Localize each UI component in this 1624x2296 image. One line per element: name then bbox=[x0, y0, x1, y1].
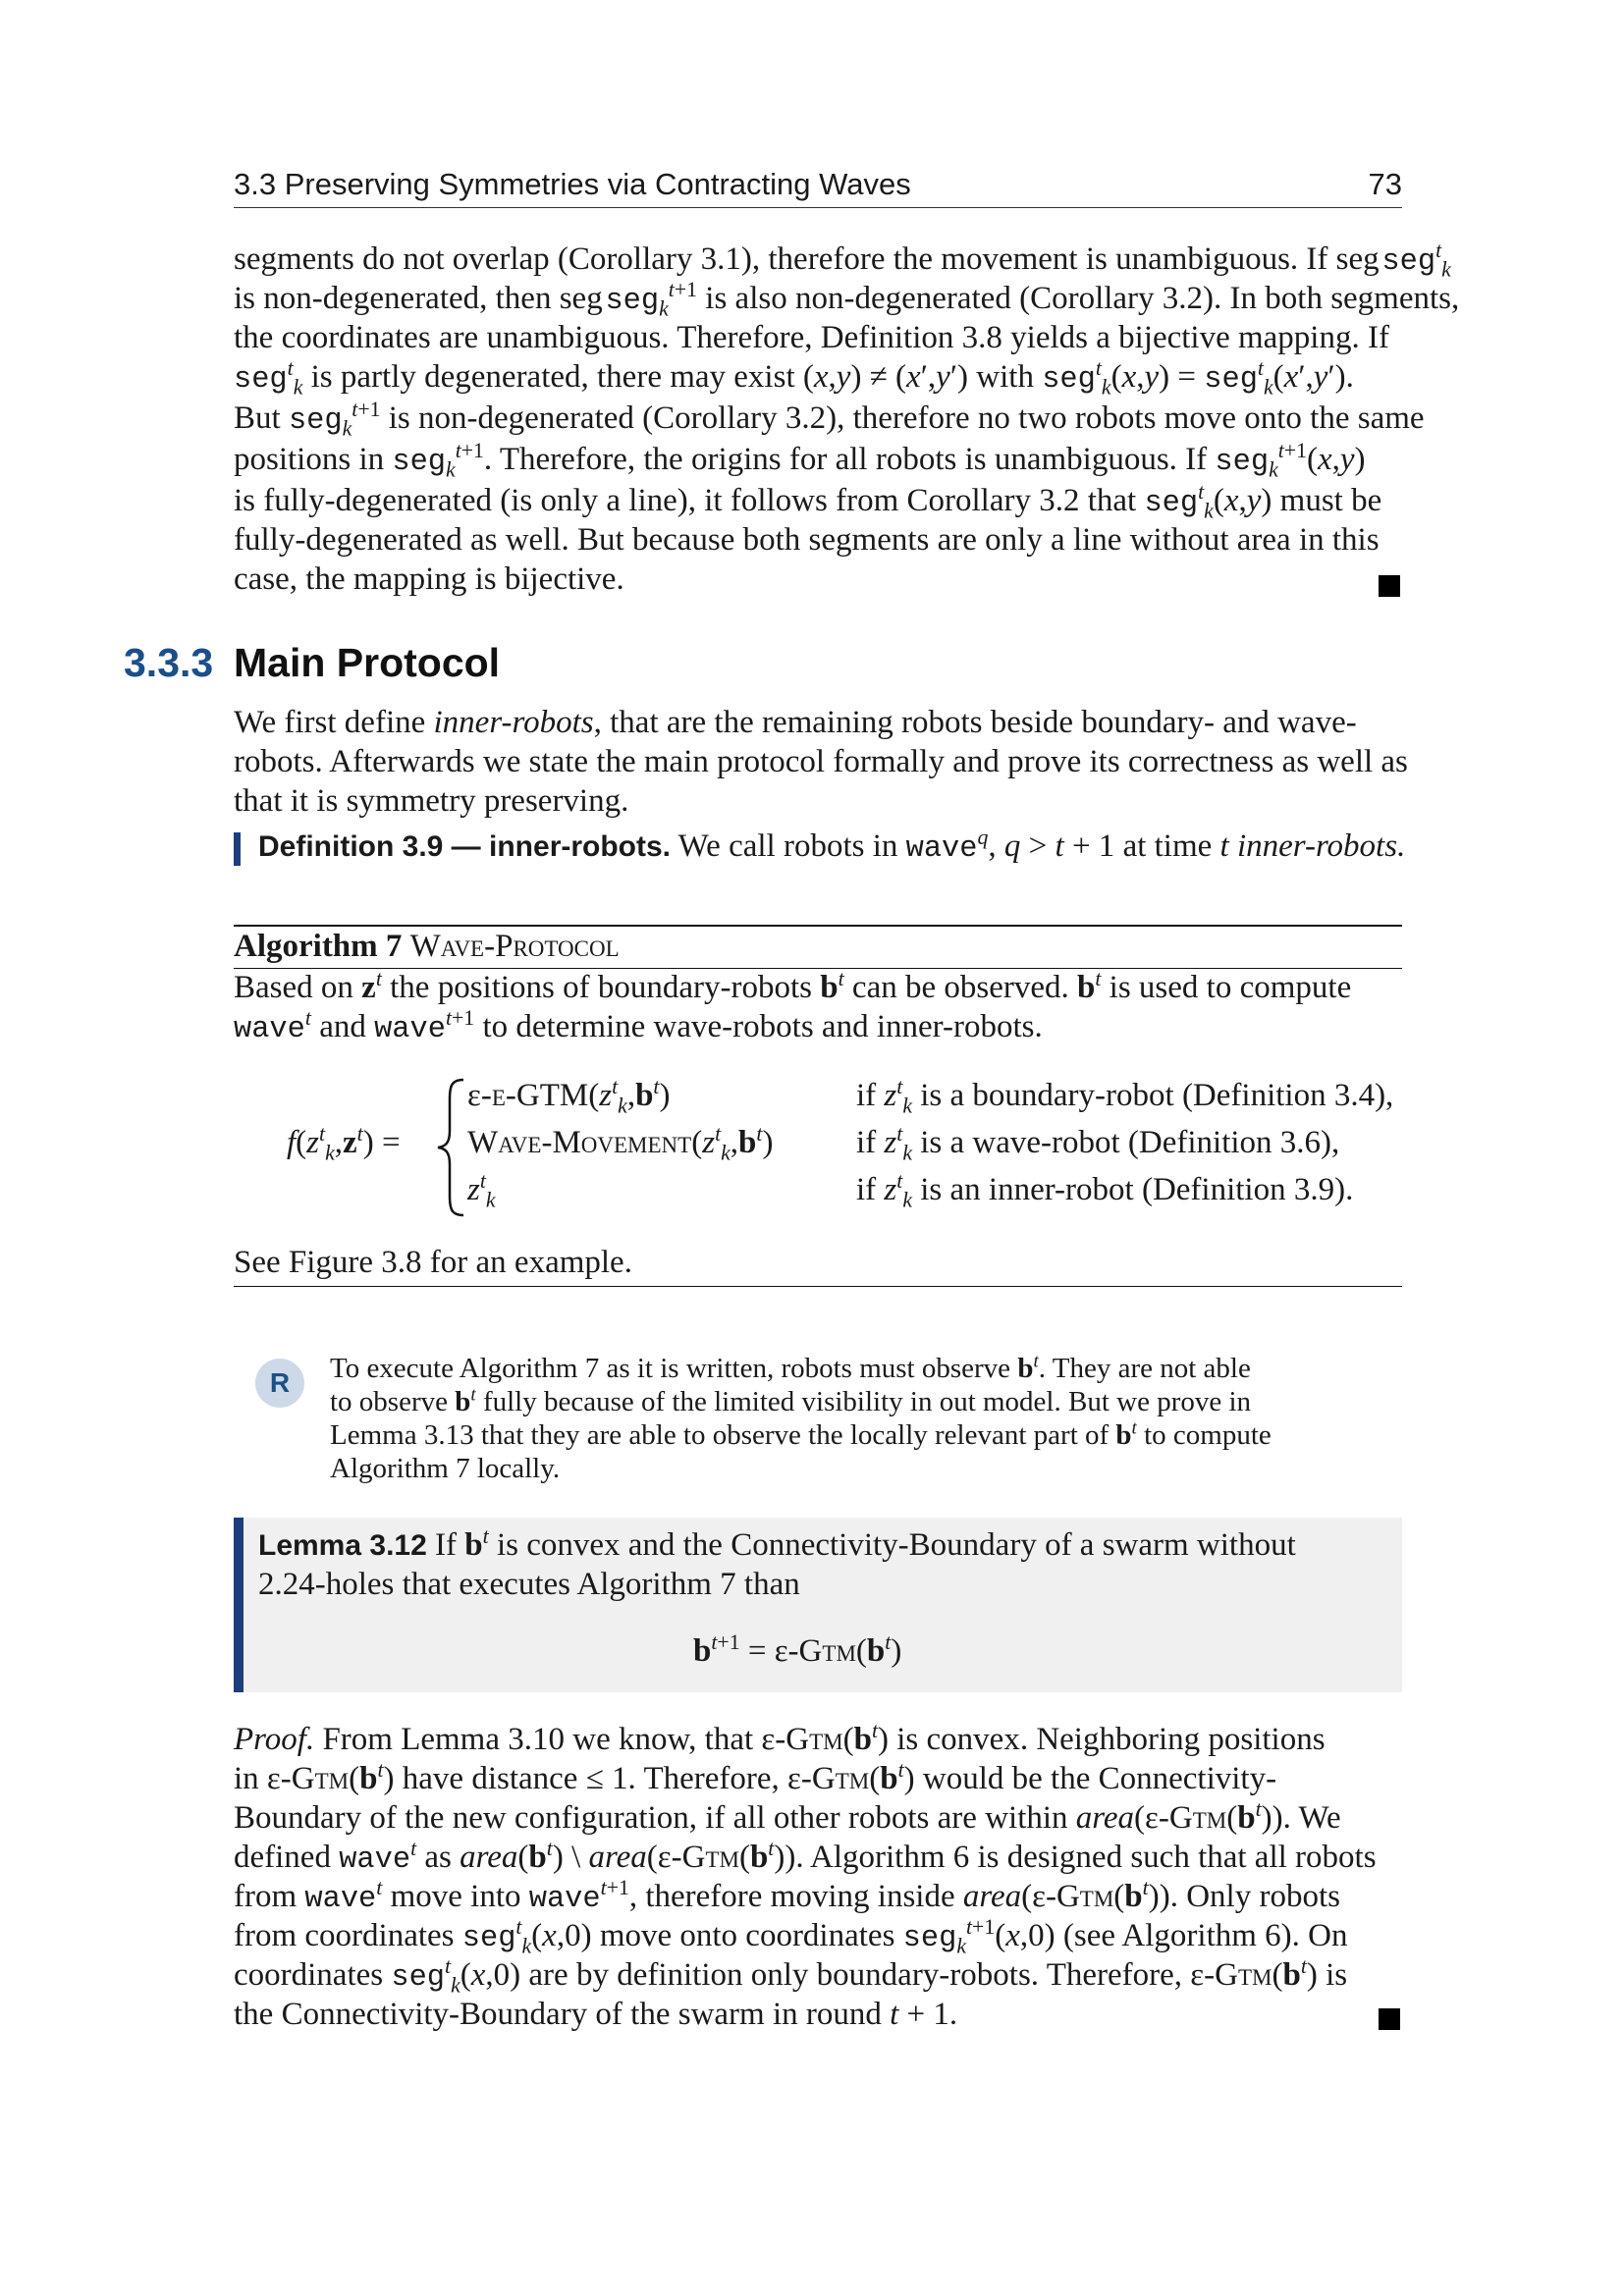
proof-label: Proof. bbox=[234, 1722, 315, 1757]
header-rule bbox=[234, 207, 1402, 208]
lemma-label: Lemma 3.12 bbox=[258, 1529, 427, 1562]
proof-line: Proof. From Lemma 3.10 we know, that $\varepsilon-Gtm(b^t)$ is convex. Neighboring positions bbox=[234, 1719, 1326, 1757]
remark-badge: R bbox=[255, 1359, 304, 1408]
section-title: Main Protocol bbox=[234, 640, 501, 685]
running-header-title: 3.3 Preserving Symmetries via Contracting Waves bbox=[234, 167, 911, 201]
case-expr-3: $z^t_k$ bbox=[467, 1169, 496, 1212]
paragraph-line: segments do not overlap (Corollary 3.1), therefore the movement is unambiguous. If seg seg$^t_k$ bbox=[234, 239, 1451, 282]
remark-line: Algorithm 7 locally. bbox=[330, 1453, 561, 1484]
case-cond-1: if $z^t_k$ is a boundary-robot (Definition 3.4), bbox=[856, 1075, 1394, 1118]
paragraph-line: But seg$_k^{t+1}$ is non-degenerated (Corollary 3.2), therefore no two robots move onto the same bbox=[234, 398, 1425, 441]
paragraph-line: is fully-degenerated (is only a line), it follows from Corollary 3.2 that seg$^t_k$(x,y) must be bbox=[234, 480, 1382, 523]
qed-symbol bbox=[1379, 2008, 1400, 2030]
algorithm-mid-rule bbox=[234, 968, 1402, 969]
definition-3-9: Definition 3.9 — inner-robots. We call robots in wave$^q$, q > t + 1 at time t inner-robots. bbox=[258, 826, 1406, 866]
proof-line: from wave$^t$ move into wave$^{t+1}$, therefore moving inside $area(\varepsilon-Gtm(b^t))$. Only robots bbox=[234, 1876, 1340, 1916]
page-number: 73 bbox=[1368, 167, 1402, 201]
algorithm-top-rule bbox=[234, 925, 1402, 927]
remark-line: To execute Algorithm 7 as it is written, robots must observe $b^t$. They are not able bbox=[330, 1351, 1251, 1384]
definition-label: Definition 3.9 — inner-robots. bbox=[258, 830, 672, 863]
definition-bar bbox=[234, 832, 241, 866]
proof-line: in $\varepsilon-Gtm(b^t)$ have distance ≤ 1. Therefore, $\varepsilon-Gtm(b^t)$ would be the Connectivity- bbox=[234, 1758, 1277, 1796]
piecewise-lhs: $f(z^t_k,z^t)$ = bbox=[287, 1122, 401, 1165]
proof-line: coordinates seg$^t_k$(x,0) are by definition only boundary-robots. Therefore, $\varepsilon-Gtm(b^t)$ is bbox=[234, 1954, 1348, 1998]
case-expr-1: $\varepsilon-\varepsilon-GTM(z^t_k,b^t)$ bbox=[467, 1075, 671, 1118]
algorithm-bottom-rule bbox=[234, 1286, 1402, 1287]
paragraph-line: robots. Afterwards we state the main protocol formally and prove its correctness as well as bbox=[234, 744, 1408, 779]
proof-line: the Connectivity-Boundary of the swarm in round t + 1. bbox=[234, 1997, 958, 2032]
algorithm-line: Based on $z^t$ the positions of boundary-robots $b^t$ can be observed. $b^t$ is used to compute bbox=[234, 967, 1352, 1005]
paragraph-line: that it is symmetry preserving. bbox=[234, 783, 629, 819]
remark-line: to observe $b^t$ fully because of the limited visibility in out model. But we prove in bbox=[330, 1384, 1252, 1417]
case-cond-2: if $z^t_k$ is a wave-robot (Definition 3.6), bbox=[856, 1122, 1340, 1165]
paragraph-line: fully-degenerated as well. But because both segments are only a line without area in this bbox=[234, 522, 1380, 558]
algorithm-caption: Algorithm 7 Wave-Protocol bbox=[234, 929, 620, 964]
case-expr-2: Wave-$Movement(z^t_k,b^t)$ bbox=[467, 1122, 774, 1165]
left-brace bbox=[434, 1076, 469, 1219]
lemma-line: Lemma 3.12 If $b^t$ is convex and the Connectivity-Boundary of a swarm without bbox=[258, 1524, 1296, 1563]
paragraph-line: positions in seg$_k^{t+1}$. Therefore, the origins for all robots is unambiguous. If seg$_k^{t+1}$(x,y) bbox=[234, 439, 1366, 482]
algorithm-line: wave$^t$ and wave$^{t+1}$ to determine wave-robots and inner-robots. bbox=[234, 1006, 1043, 1046]
case-cond-3: if $z^t_k$ is an inner-robot (Definition 3.9). bbox=[856, 1169, 1354, 1212]
proof-line: Boundary of the new configuration, if all other robots are within $area(\varepsilon-Gtm(b^t))$. We bbox=[234, 1797, 1341, 1836]
lemma-equation: $b^{t+1} = \varepsilon-Gtm(b^t)$ bbox=[693, 1630, 902, 1669]
qed-symbol bbox=[1379, 575, 1400, 597]
lemma-line: 2.24-holes that executes Algorithm 7 than bbox=[258, 1567, 800, 1602]
paragraph-line: We first define inner-robots, that are the remaining robots beside boundary- and wave- bbox=[234, 705, 1357, 740]
paragraph-line: the coordinates are unambiguous. Therefore, Definition 3.8 yields a bijective mapping. If bbox=[234, 320, 1389, 355]
section-number: 3.3.3 bbox=[124, 640, 214, 685]
proof-line: from coordinates seg$^t_k$(x,0) move onto coordinates seg$_k^{t+1}$(x,0) (see Algorithm 6). On bbox=[234, 1915, 1348, 1958]
algorithm-footer: See Figure 3.8 for an example. bbox=[234, 1245, 632, 1280]
paragraph-line: seg$^t_k$ is partly degenerated, there may exist (x,y) ≠ (x′,y′) with seg$^t_k$(x,y) = seg$^t_k$(x′,y′). bbox=[234, 356, 1354, 400]
proof-line: defined wave$^t$ as $area(b^t)$ \ $area(\varepsilon-Gtm(b^t))$. Algorithm 6 is designed such that all robots bbox=[234, 1837, 1377, 1877]
paragraph-line: case, the mapping is bijective. bbox=[234, 561, 624, 597]
remark-line: Lemma 3.13 that they are able to observe the locally relevant part of $b^t$ to compute bbox=[330, 1417, 1272, 1451]
paragraph-line: is non-degenerated, then seg seg$_k^{t+1}$ is also non-degenerated (Corollary 3.2). In both segments, bbox=[234, 278, 1460, 321]
lemma-accent-bar bbox=[234, 1518, 244, 1692]
